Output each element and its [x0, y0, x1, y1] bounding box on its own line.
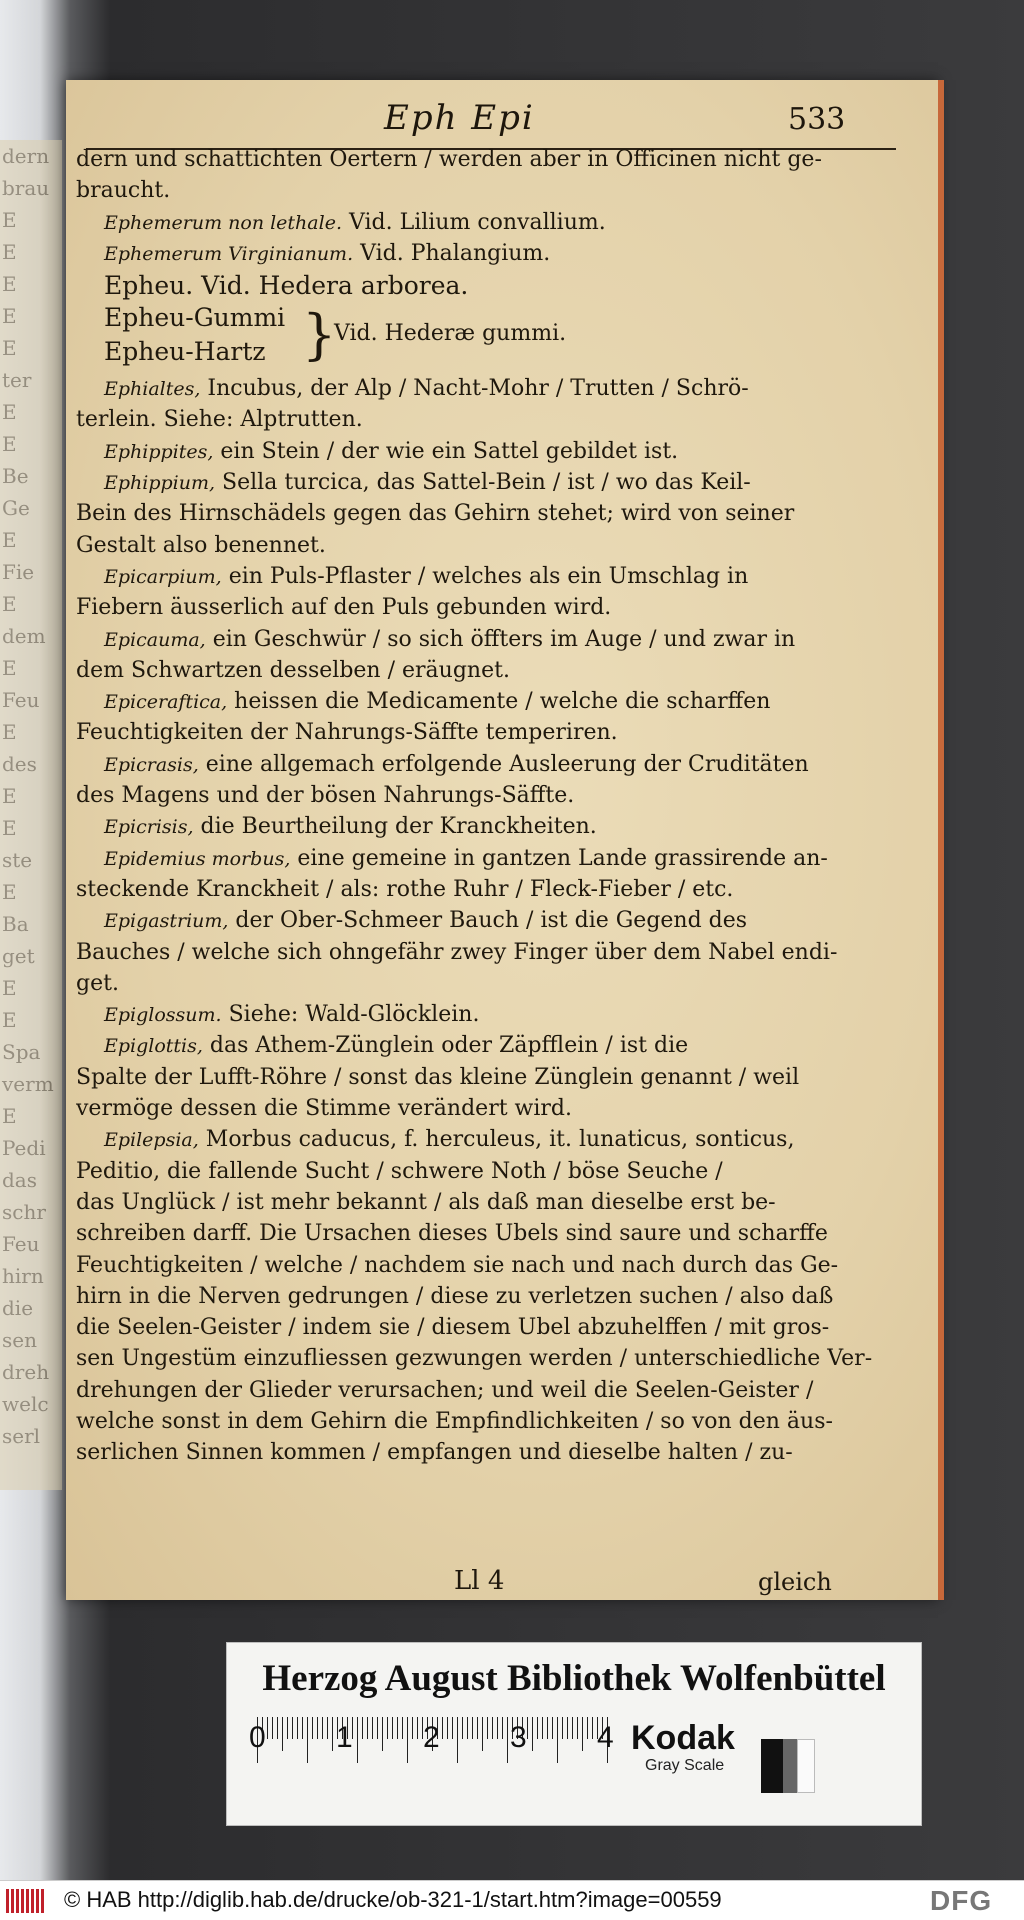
text-block — [76, 144, 896, 1469]
entry-text: Bauches / welche sich ohngefähr zwey Finger über dem Nabel endi- — [76, 939, 838, 965]
entry-text: die Seelen-Geister / indem sie / diesem Ubel abzuhelffen / mit gros- — [76, 1315, 830, 1341]
text-line — [76, 624, 896, 655]
entry-text: Vid. Lilium convallium. — [341, 209, 606, 235]
left-page-fragment: welc — [2, 1392, 49, 1416]
ruler-tick — [417, 1717, 418, 1739]
ruler-number: 3 — [510, 1721, 527, 1754]
entry-text: Feuchtigkeiten der Nahrungs-Säffte temperiren. — [76, 720, 618, 746]
entry-text: heissen die Medicamente / welche die scharffen — [227, 689, 771, 715]
text-line — [76, 1281, 896, 1312]
left-page-fragment: sen — [2, 1328, 37, 1352]
dfg-logo: DFG — [930, 1885, 993, 1916]
entry-text: Morbus caducus, f. herculeus, it. lunaticus, sonticus, — [198, 1127, 795, 1153]
ruler-number: 1 — [336, 1721, 353, 1754]
entry-text: das Athem-Zünglein oder Zäpfflein / ist die — [202, 1033, 689, 1059]
entry-text: steckende Kranckheit / als: rothe Ruhr / Fleck-Fieber / etc. — [76, 876, 734, 902]
left-page-fragment: E — [2, 304, 17, 328]
ruler-tick — [452, 1717, 453, 1739]
entry-text: Siehe: Wald-Glöcklein. — [221, 1002, 480, 1028]
brace-entry — [76, 303, 896, 373]
ruler-tick — [397, 1717, 398, 1739]
ruler-tick — [327, 1717, 328, 1739]
entry-text: der Ober-Schmeer Bauch / ist die Gegend des — [228, 908, 748, 934]
ruler-tick — [582, 1717, 583, 1751]
ruler-number: 4 — [597, 1721, 614, 1754]
entry-text: welche sonst in dem Gehirn die Empfindlichkeiten / so von den äus- — [76, 1408, 833, 1434]
text-line — [76, 207, 896, 238]
text-line — [76, 144, 896, 175]
ruler-tick — [537, 1717, 538, 1739]
swatch-black — [761, 1739, 783, 1793]
text-line — [76, 655, 896, 686]
text-line — [76, 1343, 896, 1374]
text-line — [76, 404, 896, 435]
ruler-tick — [457, 1717, 458, 1763]
running-head-words: Eph Epi — [384, 98, 535, 138]
ruler-tick — [367, 1717, 368, 1739]
left-page-fragment: Fie — [2, 560, 35, 584]
text-line — [76, 1312, 896, 1343]
entry-lemma: Epiceraftica, — [104, 691, 228, 714]
entry-lemma: Epilepsia, — [104, 1129, 199, 1152]
text-line — [76, 1062, 896, 1093]
left-page-fragment: Ba — [2, 912, 29, 936]
color-calibration-card — [226, 1642, 922, 1826]
text-line — [76, 1030, 896, 1061]
left-page-fragment: E — [2, 432, 17, 456]
left-page-fragment: das — [2, 1168, 37, 1192]
brace-line-2: Epheu-Hartz — [104, 337, 266, 367]
entry-text: schreiben darff. Die Ursachen dieses Ubels sind saure und scharffe — [76, 1221, 828, 1247]
swatch-white — [797, 1739, 815, 1793]
text-line — [76, 749, 896, 780]
text-line — [76, 905, 896, 936]
page-number: 533 — [788, 102, 846, 137]
ruler-tick — [322, 1717, 323, 1739]
left-page-fragment: ter — [2, 368, 32, 392]
entry-text: Gestalt also benennet. — [76, 532, 326, 558]
left-page-fragment: Spa — [2, 1040, 41, 1064]
left-page-edge — [0, 140, 62, 1490]
entry-text: Fiebern äusserlich auf den Puls gebunden wird. — [76, 595, 612, 621]
ruler-tick — [407, 1717, 408, 1763]
entry-lemma: Epicrisis, — [104, 816, 194, 839]
ruler-tick — [552, 1717, 553, 1739]
left-page-fragment: des — [2, 752, 37, 776]
entry-text: Peditio, die fallende Sucht / schwere Noth / böse Seuche / — [76, 1158, 723, 1184]
ruler-tick — [332, 1717, 333, 1751]
entry-text: Feuchtigkeiten / welche / nachdem sie nach und nach durch das Ge- — [76, 1252, 839, 1278]
ruler-tick — [372, 1717, 373, 1739]
ruler-tick — [507, 1717, 508, 1763]
text-line — [76, 937, 896, 968]
ruler-tick — [482, 1717, 483, 1751]
left-page-fragment: ste — [2, 848, 33, 872]
ruler-tick — [312, 1717, 313, 1739]
text-line — [76, 686, 896, 717]
text-line — [76, 238, 896, 269]
entry-text: die Beurtheilung der Kranckheiten. — [193, 814, 597, 840]
ruler-tick — [297, 1717, 298, 1739]
ruler-tick — [282, 1717, 283, 1751]
entry-lemma: Ephemerum non lethale. — [104, 211, 342, 234]
entry-lemma: Ephialtes, — [104, 378, 201, 401]
swatch-gray — [783, 1739, 797, 1793]
ruler-tick — [547, 1717, 548, 1739]
brace-glyph: } — [302, 303, 337, 367]
left-page-fragment: E — [2, 976, 17, 1000]
text-line — [76, 1187, 896, 1218]
left-page-fragment: hirn — [2, 1264, 44, 1288]
entry-text: Epheu. Vid. Hedera arborea. — [104, 271, 469, 301]
ruler-tick — [382, 1717, 383, 1751]
entry-text: Vid. Phalangium. — [353, 240, 551, 266]
ruler-tick — [307, 1717, 308, 1763]
ruler-tick — [362, 1717, 363, 1739]
left-page-fragment: get — [2, 944, 35, 968]
left-page-fragment: E — [2, 400, 17, 424]
signature-mark: Ll 4 — [454, 1566, 505, 1596]
text-line — [76, 780, 896, 811]
ruler-tick — [462, 1717, 463, 1739]
text-line — [76, 843, 896, 874]
library-name: Herzog August Bibliothek Wolfenbüttel — [262, 1658, 886, 1699]
lines-top — [76, 144, 896, 303]
ruler-tick — [487, 1717, 488, 1739]
left-page-fragment: brau — [2, 176, 50, 200]
text-line — [76, 373, 896, 404]
text-line — [76, 592, 896, 623]
ruler-tick — [527, 1717, 528, 1739]
entry-text: Incubus, der Alp / Nacht-Mohr / Trutten / Schrö- — [200, 376, 749, 402]
entry-lemma: Epidemius morbus, — [104, 847, 291, 870]
left-page-fragment: dem — [2, 624, 46, 648]
barcode-logo-icon — [6, 1889, 44, 1913]
left-page-fragment: E — [2, 816, 17, 840]
ruler-tick — [572, 1717, 573, 1739]
text-line — [76, 498, 896, 529]
entry-lemma: Ephippites, — [104, 440, 214, 463]
entry-lemma: Epicrasis, — [104, 753, 199, 776]
ruler-tick — [472, 1717, 473, 1739]
left-page-fragment: Pedi — [2, 1136, 46, 1160]
running-head — [66, 98, 938, 138]
text-line — [76, 1375, 896, 1406]
entry-lemma: Epigastrium, — [104, 910, 229, 933]
ruler-tick — [442, 1717, 443, 1739]
left-page-fragment: E — [2, 336, 17, 360]
entry-text: ein Geschwür / so sich öffters im Auge / und zwar in — [205, 626, 796, 652]
ruler-tick — [317, 1717, 318, 1739]
entry-lemma: Epiglossum. — [104, 1004, 222, 1027]
left-page-fragment: Be — [2, 464, 29, 488]
entry-lemma: Epiglottis, — [104, 1035, 203, 1058]
ruler-tick — [592, 1717, 593, 1739]
entry-text: des Magens und der bösen Nahrungs-Säffte. — [76, 783, 575, 809]
ruler-tick — [562, 1717, 563, 1739]
ruler-tick — [542, 1717, 543, 1739]
ruler-tick — [497, 1717, 498, 1739]
text-line — [76, 467, 896, 498]
entry-lemma: Epicarpium, — [104, 565, 222, 588]
kodak-logo: Kodak — [631, 1719, 735, 1757]
ruler-tick — [587, 1717, 588, 1739]
gray-scale-label: Gray Scale — [645, 1757, 725, 1774]
left-page-fragment: E — [2, 720, 17, 744]
entry-text: dem Schwartzen desselben / eräugnet. — [76, 657, 510, 683]
text-line — [76, 1218, 896, 1249]
left-page-fragment: Feu — [2, 1232, 40, 1256]
ruler-tick — [302, 1717, 303, 1739]
catchword: gleich — [758, 1568, 832, 1596]
left-page-fragment: dern — [2, 144, 50, 168]
entry-text: ein Stein / der wie ein Sattel gebildet ist. — [213, 438, 679, 464]
left-page-fragment: E — [2, 592, 17, 616]
entry-text: ein Puls-Pflaster / welches als ein Umschlag in — [221, 563, 749, 589]
brace-reference: Vid. Hederæ gummi. — [334, 321, 567, 347]
text-line — [76, 1124, 896, 1155]
left-page-fragment: E — [2, 880, 17, 904]
entry-text: dern und schattichten Oertern / werden aber in Officinen nicht ge- — [76, 147, 822, 172]
ruler-tick — [292, 1717, 293, 1739]
ruler-tick — [287, 1717, 288, 1739]
ruler-tick — [277, 1717, 278, 1739]
left-page-fragment: E — [2, 528, 17, 552]
entry-text: get. — [76, 970, 119, 996]
entry-text: terlein. Siehe: Alptrutten. — [76, 407, 363, 433]
left-page-fragment: E — [2, 784, 17, 808]
text-line — [76, 530, 896, 561]
text-line — [76, 1156, 896, 1187]
ruler-tick — [477, 1717, 478, 1739]
brace-line-1: Epheu-Gummi — [104, 303, 286, 333]
ruler-tick — [492, 1717, 493, 1739]
text-line — [76, 1437, 896, 1468]
footer-copyright-link[interactable]: © HAB http://diglib.hab.de/drucke/ob-321-1/start.htm?image=00559 — [64, 1887, 722, 1912]
text-line — [76, 1093, 896, 1124]
ruler-tick — [467, 1717, 468, 1739]
text-line — [76, 436, 896, 467]
ruler-tick — [577, 1717, 578, 1739]
ruler-tick — [357, 1717, 358, 1763]
ruler-tick — [557, 1717, 558, 1763]
text-line — [76, 1406, 896, 1437]
left-page-fragment: schr — [2, 1200, 46, 1224]
left-page-fragment: Feu — [2, 688, 40, 712]
ruler-number: 2 — [423, 1721, 440, 1754]
text-line — [76, 811, 896, 842]
entry-text: eine gemeine in gantzen Lande grassirende an- — [290, 845, 828, 871]
ruler-tick — [272, 1717, 273, 1739]
text-line — [76, 561, 896, 592]
lines-bottom — [76, 373, 896, 1468]
entry-text: das Unglück / ist mehr bekannt / als daß man dieselbe erst be- — [76, 1189, 776, 1215]
ruler-tick — [387, 1717, 388, 1739]
text-line — [76, 999, 896, 1030]
entry-text: vermöge dessen die Stimme verändert wird. — [76, 1096, 573, 1122]
left-page-fragment: E — [2, 1008, 17, 1032]
text-line — [76, 1250, 896, 1281]
ruler-tick — [532, 1717, 533, 1751]
ruler-tick — [567, 1717, 568, 1739]
left-page-fragment: E — [2, 240, 17, 264]
text-line — [76, 968, 896, 999]
entry-text: drehungen der Glieder verursachen; und weil die Seelen-Geister / — [76, 1377, 814, 1403]
ruler-tick — [412, 1717, 413, 1739]
text-line — [76, 269, 896, 303]
entry-text: eine allgemach erfolgende Ausleerung der Cruditäten — [198, 751, 809, 777]
entry-text: serlichen Sinnen kommen / empfangen und dieselbe halten / zu- — [76, 1440, 793, 1466]
ruler-tick — [402, 1717, 403, 1739]
entry-text: Sella turcica, das Sattel-Bein / ist / wo das Keil- — [215, 470, 751, 496]
entry-text: Bein des Hirnschädels gegen das Gehirn stehet; wird von seiner — [76, 501, 795, 527]
left-page-fragment: E — [2, 656, 17, 680]
text-line — [76, 717, 896, 748]
ruler-tick — [392, 1717, 393, 1739]
entry-text: Spalte der Lufft-Röhre / sonst das kleine Zünglein genannt / weil — [76, 1064, 800, 1090]
entry-text: hirn in die Nerven gedrungen / diese zu verletzen suchen / also daß — [76, 1283, 834, 1309]
entry-lemma: Ephemerum Virginianum. — [104, 242, 354, 265]
text-line — [76, 175, 896, 206]
book-page — [66, 80, 938, 1600]
entry-text: sen Ungestüm einzufliessen gezwungen werden / unterschiedliche Ver- — [76, 1346, 873, 1372]
left-page-fragment: E — [2, 272, 17, 296]
ruler-tick — [447, 1717, 448, 1739]
entry-lemma: Ephippium, — [104, 472, 216, 495]
ruler-number: 0 — [249, 1721, 266, 1754]
ruler-tick — [267, 1717, 268, 1739]
entry-text: braucht. — [76, 178, 171, 204]
entry-lemma: Epicauma, — [104, 628, 206, 651]
left-page-fragment: E — [2, 208, 17, 232]
left-page-fragment: Ge — [2, 496, 30, 520]
left-page-fragment: verm — [2, 1072, 54, 1096]
ruler-tick — [377, 1717, 378, 1739]
left-page-fragment: E — [2, 1104, 17, 1128]
footer-bar — [0, 1880, 1024, 1920]
left-page-fragment: dreh — [2, 1360, 50, 1384]
ruler-tick — [502, 1717, 503, 1739]
text-line — [76, 874, 896, 905]
left-page-fragment: serl — [2, 1424, 41, 1448]
left-page-fragment: die — [2, 1296, 34, 1320]
